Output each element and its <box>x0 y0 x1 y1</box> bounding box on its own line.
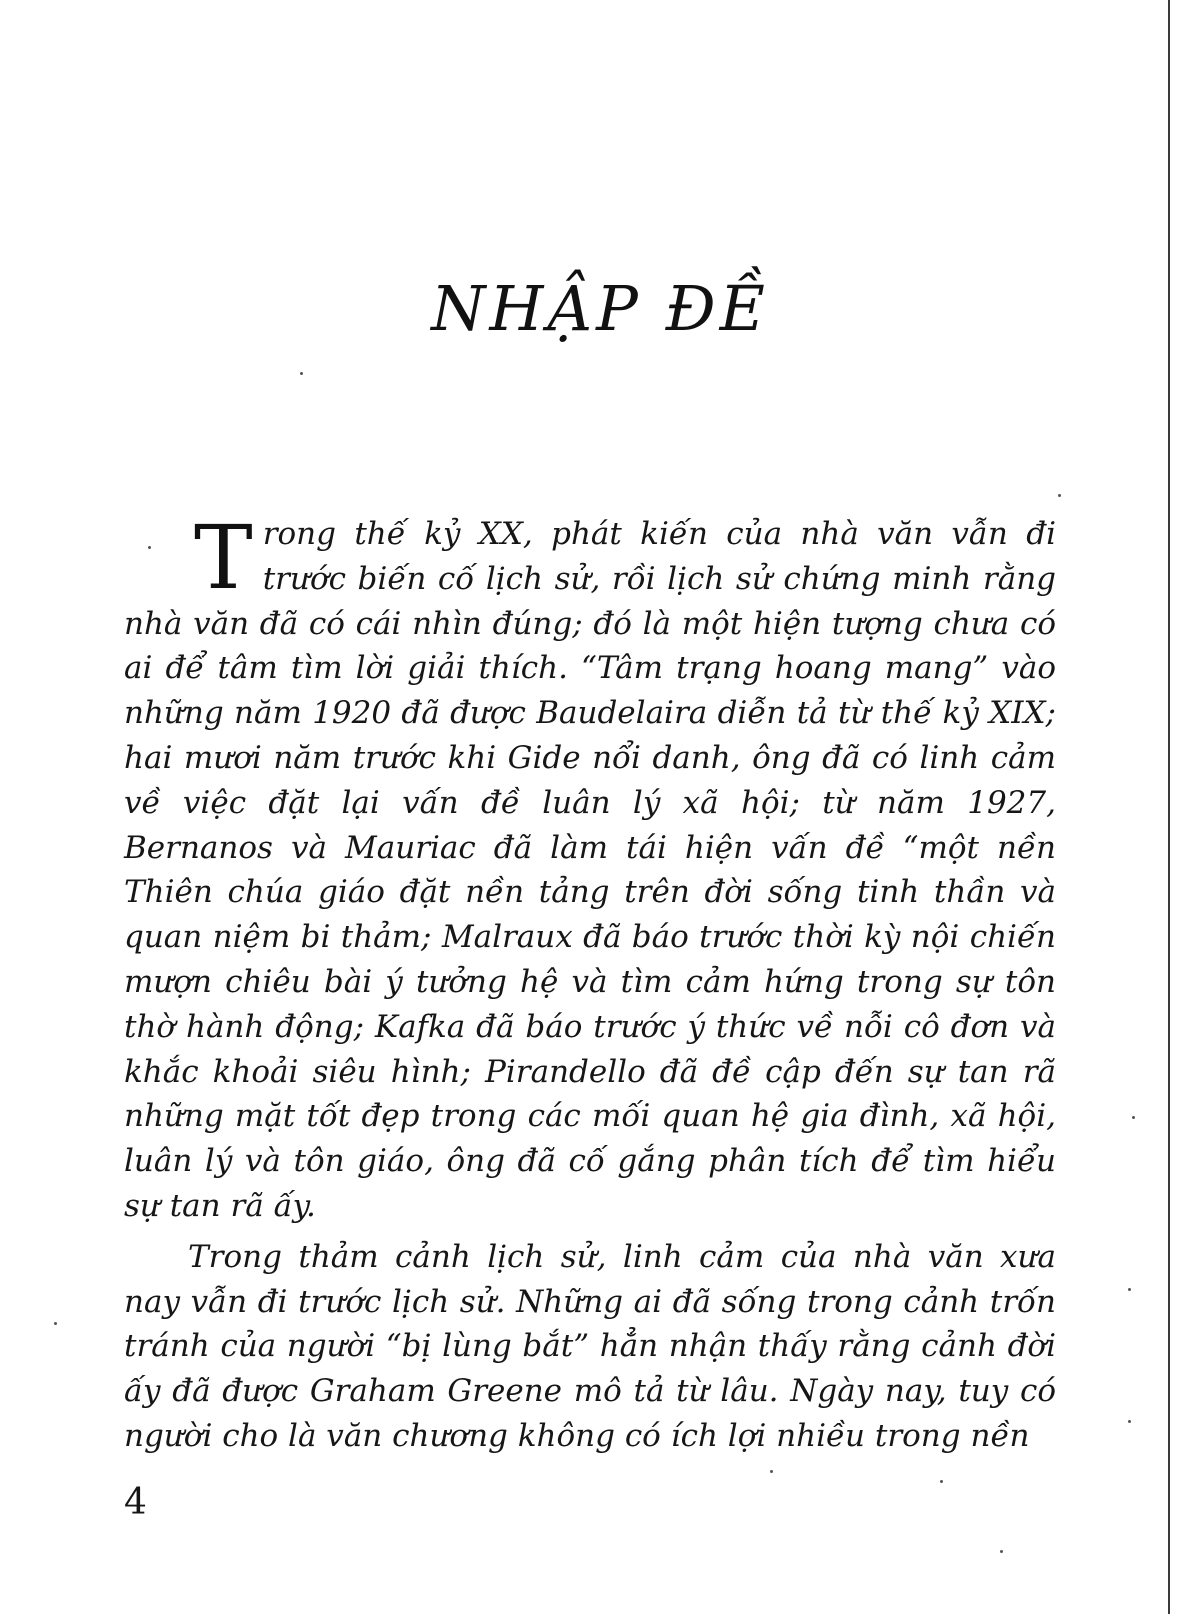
scan-speck <box>940 1480 943 1483</box>
page-edge-line <box>1168 0 1170 1614</box>
page-number: 4 <box>124 1482 147 1523</box>
paragraph-1-text: rong thế kỷ XX, phát kiến của nhà văn vẫn đi trước biến cố lịch sử, rồi lịch sử chứng minh rằng nhà văn đã có cái nhìn đúng; đó là một hiện tượng chưa có ai để tâm tìm lời giải thích. “Tâm trạng hoang mang” vào những năm 1920 đã được Baudelaira diễn tả từ thế kỷ XIX; hai mươi năm trước khi Gide nổi danh, ông đã có linh cảm về việc đặt lại vấn đề luân lý xã hội; từ năm 1927, Bernanos và Mauriac đã làm tái hiện vấn đề “một nền Thiên chúa giáo đặt nền tảng trên đời sống tinh thần và quan niệm bi thảm; Malraux đã báo trước thời kỳ nội chiến mượn chiêu bài ý tưởng hệ và tìm cảm hứng trong sự tôn thờ hành động; Kafka đã báo trước ý thức về nỗi cô đơn và khắc khoải siêu hình; Pirandello đã đề cập đến sự tan rã những mặt tốt đẹp trong các mối quan hệ gia đình, xã hội, luân lý và tôn giáo, ông đã cố gắng phân tích để tìm hiểu sự tan rã ấy. <box>124 516 1056 1224</box>
scan-speck <box>1132 1116 1135 1119</box>
scan-speck <box>1128 1420 1131 1423</box>
scan-speck <box>54 1322 57 1325</box>
scan-speck <box>1058 494 1061 497</box>
scan-speck <box>1128 1288 1131 1291</box>
scan-speck <box>1000 1550 1003 1553</box>
drop-cap: T <box>194 506 253 609</box>
scan-speck <box>300 372 303 375</box>
paragraph-1 <box>124 506 1056 1229</box>
scan-speck <box>148 546 151 549</box>
scan-speck <box>770 1470 773 1473</box>
paragraph-2: Trong thảm cảnh lịch sử, linh cảm của nhà văn xưa nay vẫn đi trước lịch sử. Những ai đã sống trong cảnh trốn tránh của người “bị lùng bắt” hẳn nhận thấy rằng cảnh đời ấy đã được Graham Greene mô tả từ lâu. Ngày nay, tuy có người cho là văn chương không có ích lợi nhiều trong nền <box>124 1238 1056 1454</box>
chapter-title: NHẬP ĐỀ <box>431 272 769 345</box>
body-text <box>124 506 1056 1459</box>
